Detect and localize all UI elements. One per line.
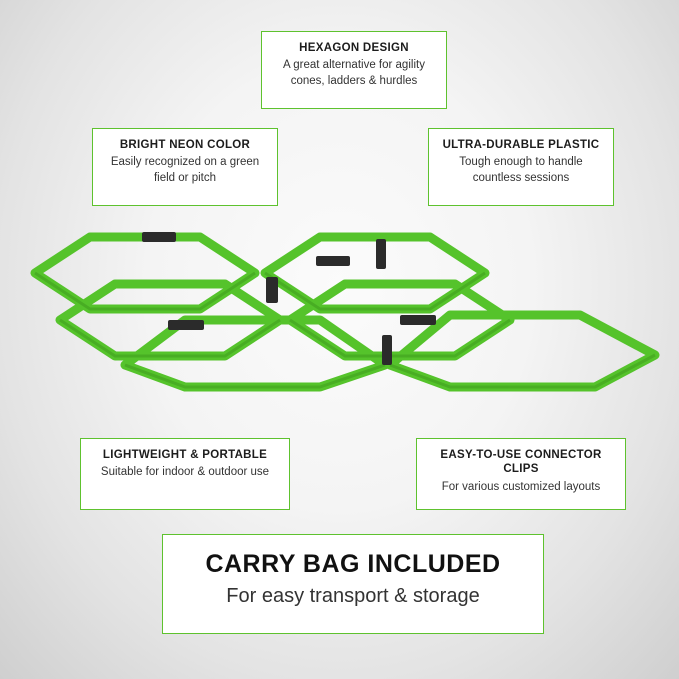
banner-title: CARRY BAG INCLUDED: [205, 550, 501, 578]
callout-lightweight-portable: [80, 438, 290, 510]
callout-body: Easily recognized on a green field or pitch: [110, 156, 260, 184]
callout-title: HEXAGON DESIGN: [299, 42, 409, 54]
callout-title: BRIGHT NEON COLOR: [119, 139, 251, 151]
connector-clip: [316, 256, 350, 266]
callout-title: EASY-TO-USE CONNECTOR CLIPS: [440, 449, 602, 476]
banner-carry-bag-included: [162, 534, 544, 634]
callout-body: Tough enough to handle countless sessions: [459, 156, 583, 184]
hex-ring-top-left: [35, 237, 255, 309]
connector-clip: [382, 335, 392, 365]
connector-clip: [266, 277, 278, 303]
callout-hexagon-design: [261, 31, 447, 109]
callout-body: Suitable for indoor & outdoor use: [100, 466, 270, 479]
product-image: [0, 215, 679, 425]
callout-bright-neon-color: [92, 128, 278, 206]
banner-body: For easy transport & storage: [226, 584, 480, 607]
connector-clip: [168, 320, 204, 330]
callout-ultra-durable-plastic: [428, 128, 614, 206]
callout-title: LIGHTWEIGHT & PORTABLE: [102, 449, 268, 461]
connector-clip: [400, 315, 436, 325]
hex-ring-top-right: [265, 237, 485, 309]
callout-title: ULTRA-DURABLE PLASTIC: [442, 139, 600, 151]
connector-clip: [376, 239, 386, 269]
callout-body: A great alternative for agility cones, ladders & hurdles: [283, 59, 425, 87]
callout-body: For various customized layouts: [441, 480, 601, 493]
callout-connector-clips: [416, 438, 626, 510]
connector-clip: [142, 232, 176, 242]
